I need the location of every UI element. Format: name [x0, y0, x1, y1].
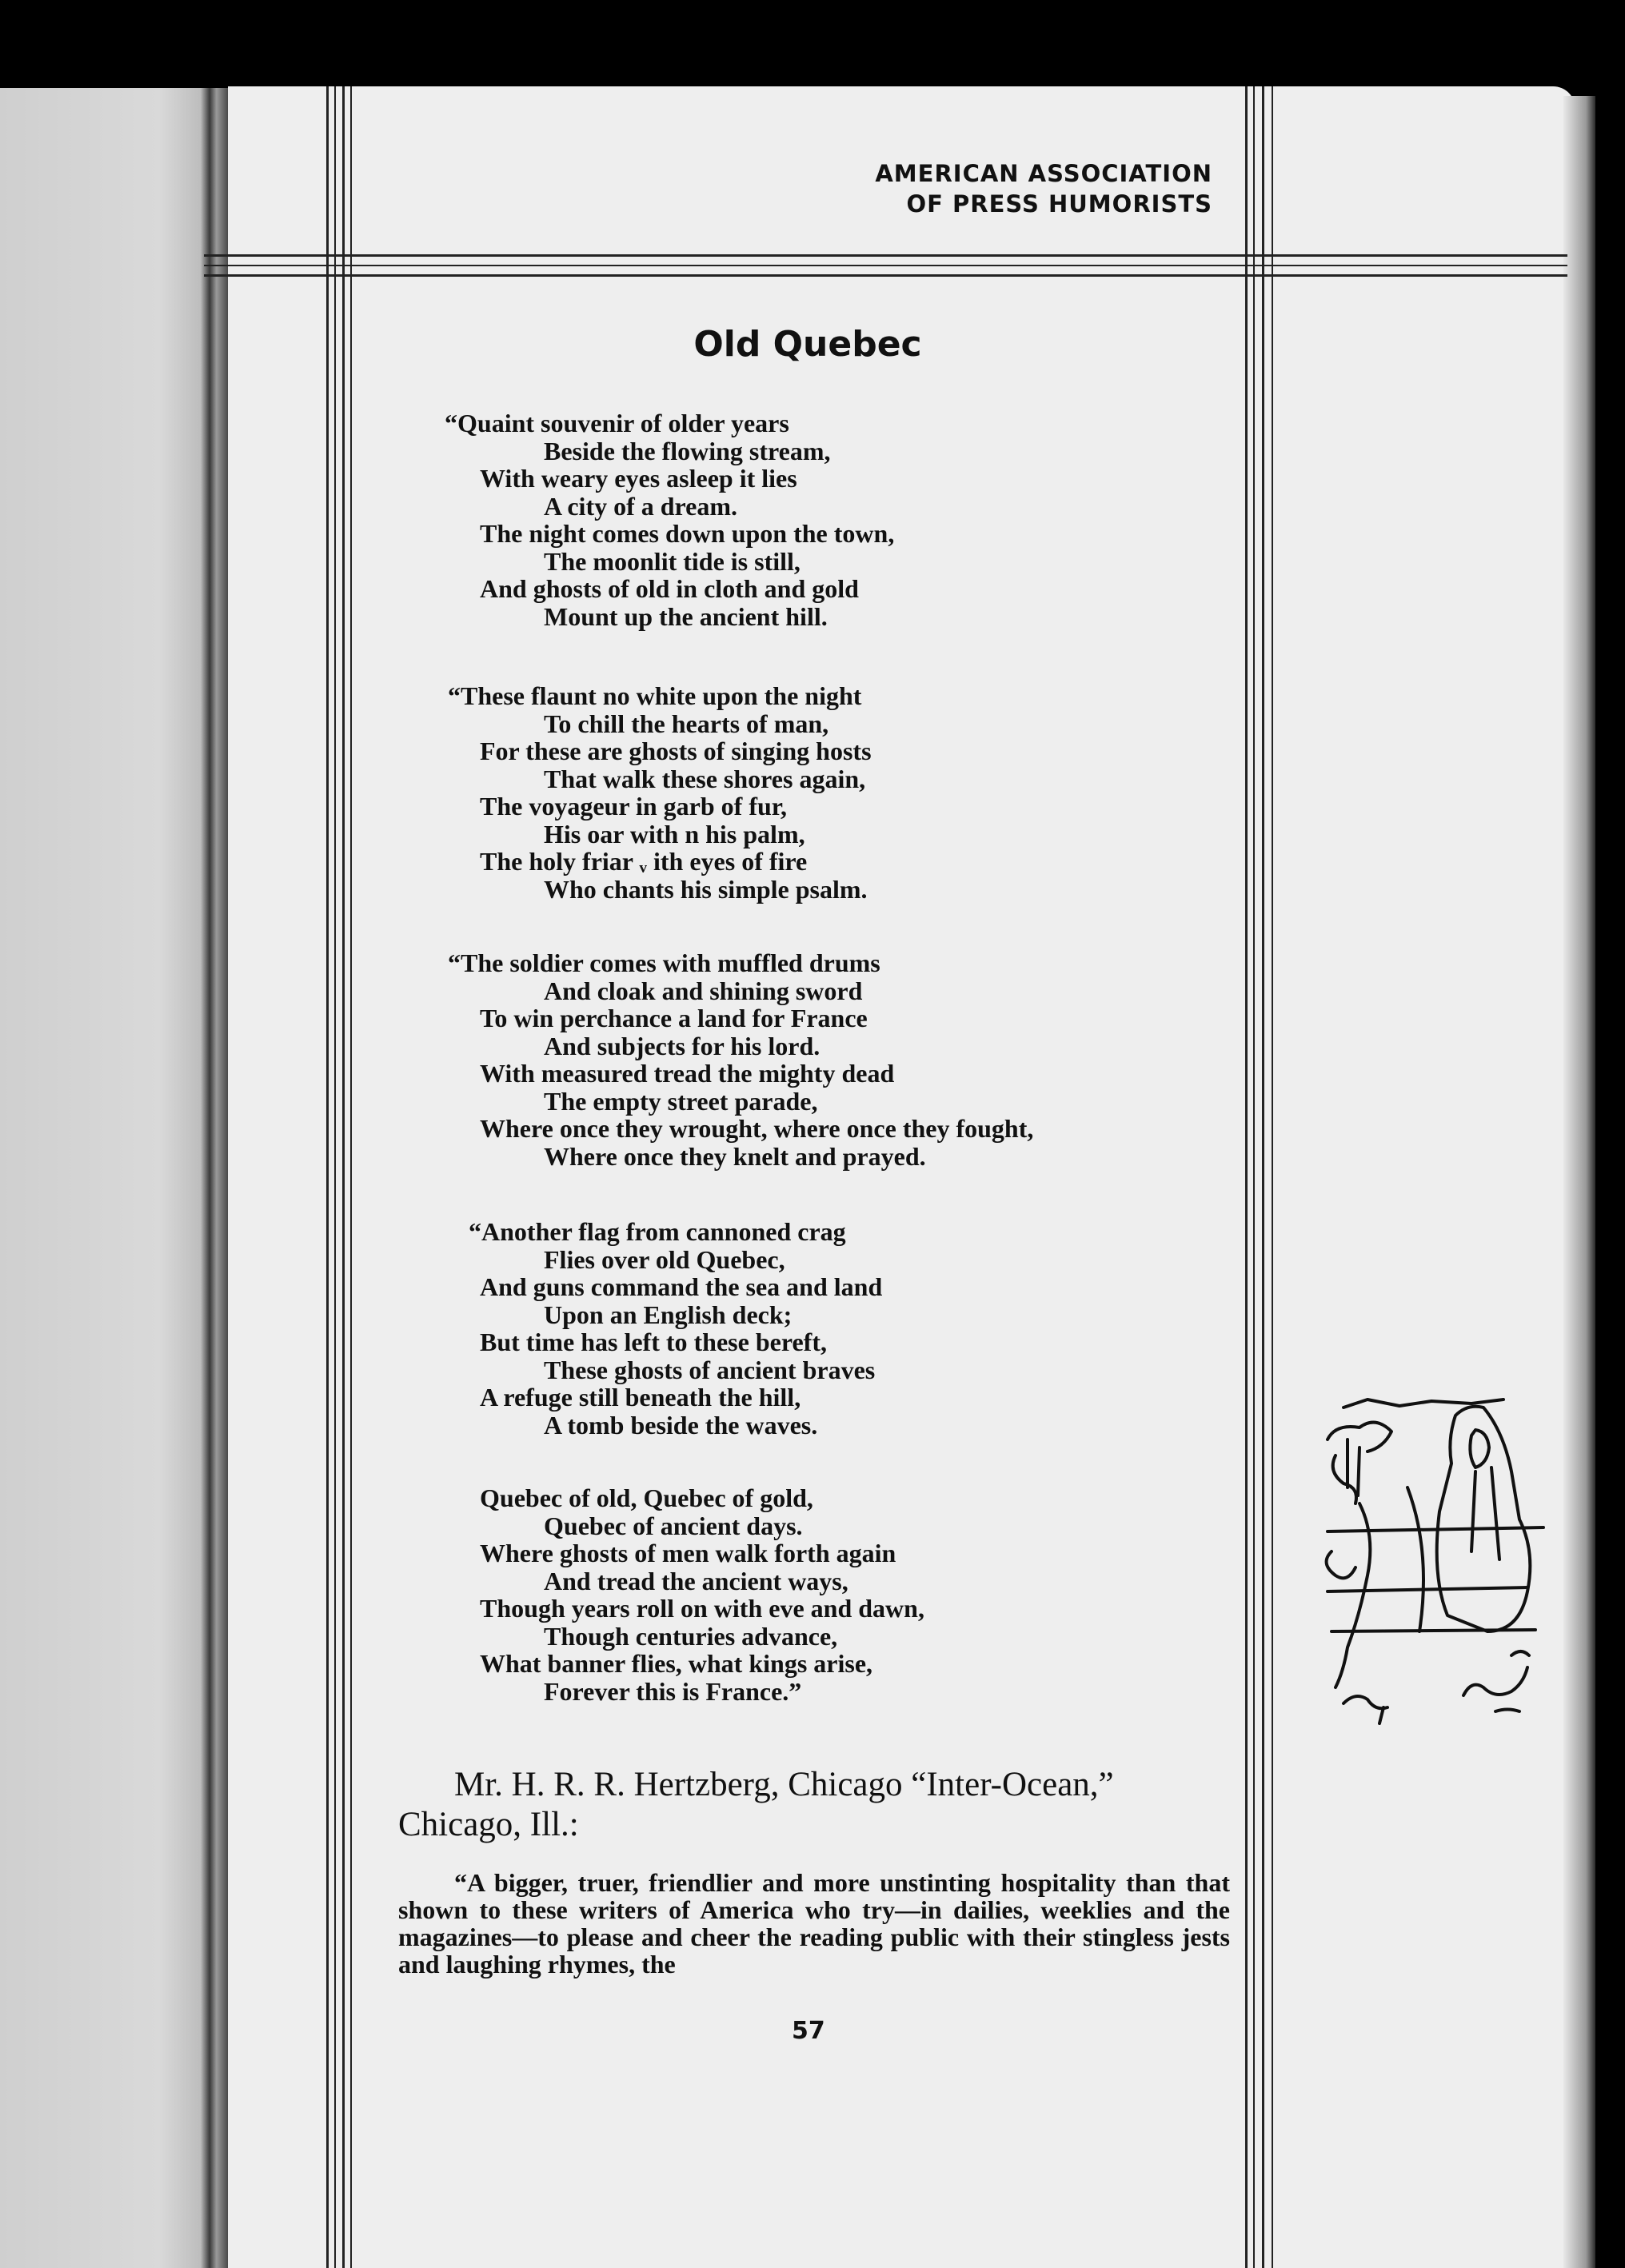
poem-stanza	[456, 1218, 1256, 1439]
poem-line: And subjects for his lord.	[544, 1031, 820, 1060]
poem-line: A refuge still beneath the hill,	[480, 1383, 801, 1412]
poem-line: “Another flag from cannoned crag	[469, 1217, 846, 1246]
facing-page-edge	[0, 88, 228, 2268]
border-rule-left-4	[350, 86, 352, 2268]
border-rule-left-2	[334, 86, 336, 2268]
poem-line: His oar with n his palm,	[544, 819, 805, 849]
poem-line: Quebec of old, Quebec of gold,	[480, 1483, 813, 1512]
border-rule-right-3	[1262, 86, 1264, 2268]
poem-line: A city of a dream.	[544, 491, 738, 521]
poem-line: Though years roll on with eve and dawn,	[480, 1594, 924, 1623]
poem-line: The moonlit tide is still,	[544, 546, 801, 576]
poem-line: With measured tread the mighty dead	[480, 1059, 895, 1088]
poem-line: With weary eyes asleep it lies	[480, 464, 797, 493]
poem-stanza	[445, 409, 1256, 631]
poem-stanza	[456, 1484, 1256, 1705]
poem-line: “These flaunt no white upon the night	[448, 681, 862, 710]
poem-line: “The soldier comes with muffled drums	[448, 948, 880, 977]
border-rule-right-4	[1272, 86, 1273, 2268]
poem-line: Where once they wrought, where once they fought,	[480, 1114, 1034, 1143]
poem-line: The night comes down upon the town,	[480, 519, 895, 548]
page-number: 57	[792, 2017, 825, 2045]
margin-sketch-illustration	[1312, 1392, 1551, 1743]
poem-line: “Quaint souvenir of older years	[445, 409, 789, 437]
poem-line: That walk these shores again,	[544, 764, 866, 793]
poem-line: The empty street parade,	[544, 1086, 818, 1116]
header-rule-3	[204, 274, 1567, 277]
header-line-2: OF PRESS HUMORISTS	[906, 190, 1212, 218]
poem-line: The holy friar ᵥ ith eyes of fire	[480, 847, 808, 876]
poem-line: And guns command the sea and land	[480, 1272, 883, 1301]
poem-line: Who chants his simple psalm.	[544, 874, 868, 904]
header-line-1: AMERICAN ASSOCIATION	[875, 160, 1212, 187]
poem-stanza	[448, 948, 1256, 1171]
border-rule-left-3	[342, 86, 345, 2268]
poem-line: What banner flies, what kings arise,	[480, 1649, 873, 1678]
poem-line: The voyageur in garb of fur,	[480, 792, 788, 821]
poem-title: Old Quebec	[693, 324, 922, 365]
running-header	[875, 158, 1212, 219]
speaker-heading	[398, 1765, 1262, 1845]
header-rule-1	[204, 254, 1567, 257]
poem-line: For these are ghosts of singing hosts	[480, 737, 872, 765]
page-edge-shadow	[1563, 96, 1595, 2268]
poem-line: To chill the hearts of man,	[544, 709, 829, 738]
poem-line: And ghosts of old in cloth and gold	[480, 574, 859, 603]
poem-line: Flies over old Quebec,	[544, 1244, 785, 1274]
poem-stanza	[448, 681, 1256, 904]
poem-line: And tread the ancient ways,	[544, 1566, 848, 1595]
poem-line: Where ghosts of men walk forth again	[480, 1539, 896, 1567]
poem-line: These ghosts of ancient braves	[544, 1355, 876, 1384]
poem-line: But time has left to these bereft,	[480, 1328, 827, 1356]
poem-line: Upon an English deck;	[544, 1300, 793, 1329]
poem-line: Though centuries advance,	[544, 1621, 838, 1651]
border-rule-left-1	[326, 86, 329, 2268]
speaker-line-1: Mr. H. R. R. Hertzberg, Chicago “Inter-Ocean,”	[454, 1766, 1114, 1803]
speaker-line-2: Chicago, Ill.:	[398, 1806, 579, 1843]
poem-line: And cloak and shining sword	[544, 976, 863, 1005]
header-rule-2	[204, 265, 1567, 266]
poem-line: Beside the flowing stream,	[544, 436, 831, 465]
poem-line: A tomb beside the waves.	[544, 1410, 818, 1439]
quote-paragraph: “A bigger, truer, friendlier and more unstinting hospitality than that shown to these writers of America who try—in dailies, weeklies and the magazines—to please and cheer the reading public with their stingless jests and laughing rhymes, the	[398, 1868, 1230, 1979]
poem-line: Forever this is France.”	[544, 1676, 802, 1706]
poem-line: Where once they knelt and prayed.	[544, 1141, 926, 1171]
poem-line: Mount up the ancient hill.	[544, 601, 828, 631]
poem-line: Quebec of ancient days.	[544, 1511, 803, 1540]
poem-line: To win perchance a land for France	[480, 1004, 868, 1032]
